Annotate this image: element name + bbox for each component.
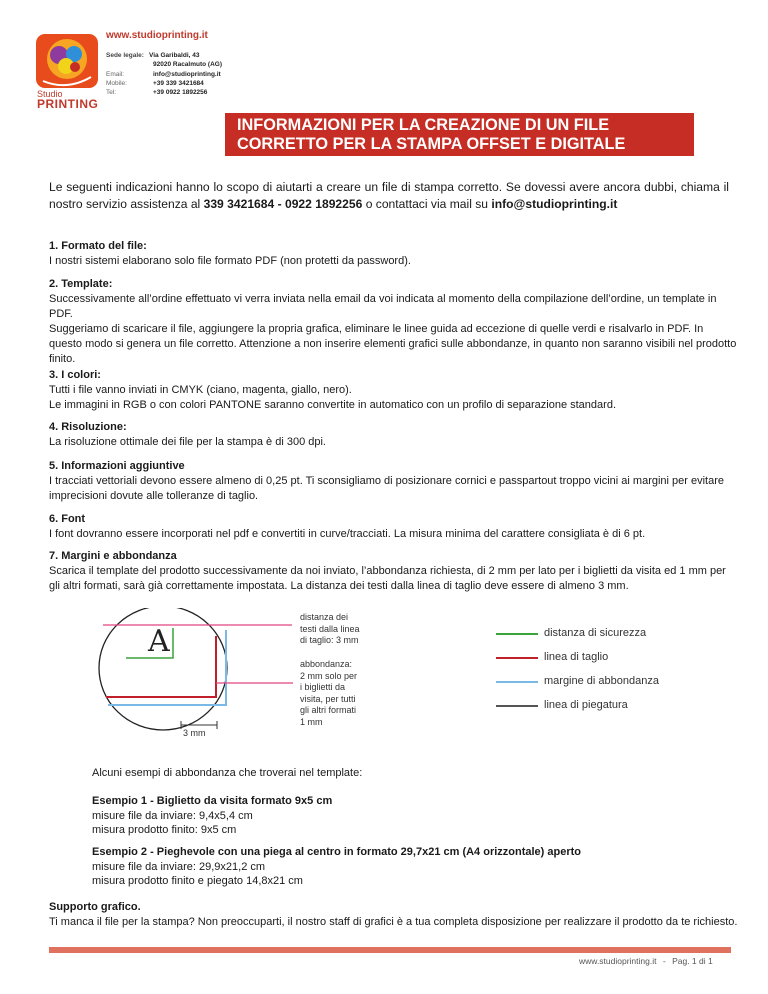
footer-site[interactable]: www.studioprinting.it: [579, 956, 657, 966]
example-item: [92, 845, 692, 889]
section-support: [49, 900, 739, 930]
intro-text: Le seguenti indicazioni hanno lo scopo di aiutarti a creare un file di stampa corretto. Se dovessi avere ancora dubbi, chiama il nostro servizio assistenza al: [49, 180, 729, 211]
section-text: I font dovranno essere incorporati nel pdf e convertiti in curve/tracciati. La misura minima del carattere consigliata è di 6 pt.: [49, 528, 646, 540]
intro-email[interactable]: info@studioprinting.it: [491, 197, 618, 211]
contact-value: Via Garibaldi, 43: [149, 52, 200, 59]
section-text: Ti manca il file per la stampa? Non preoccuparti, il nostro staff di grafici è a tua completa disposizione per realizzare il prodotto da te richiesto.: [49, 916, 738, 928]
footer-divider: [49, 947, 731, 953]
contact-info: [106, 51, 222, 97]
legend-swatch-safety: [496, 633, 538, 635]
note-line: testi dalla linea: [300, 623, 360, 634]
contact-label: Sede legale:: [106, 52, 144, 59]
site-url[interactable]: www.studioprinting.it: [106, 30, 208, 41]
contact-label: Email:: [106, 70, 125, 78]
sample-letter: A: [148, 624, 170, 659]
section-text: La risoluzione ottimale dei file per la stampa è di 300 dpi.: [49, 436, 326, 448]
section-title: Supporto grafico.: [49, 901, 141, 913]
example-line: misura prodotto finito e piegato 14,8x21 cm: [92, 875, 303, 887]
example-line: misura prodotto finito: 9x5 cm: [92, 824, 237, 836]
section-text: Le immagini in RGB o con colori PANTONE saranno convertite in automatico con un profilo di separazione standard.: [49, 399, 616, 411]
contact-row: [106, 60, 222, 69]
footer-separator: -: [662, 956, 666, 966]
contact-label: [106, 60, 153, 69]
note-line: visita, per tutti: [300, 693, 356, 704]
section-text: Suggeriamo di scaricare il file, aggiungere la propria grafica, eliminare le linee guida ad eccezione di quelle verdi e risalvarlo in PDF. In questo modo si genera un file corretto. Attenzione a non inserire elementi grafici sulle abbondanze, in quanto non saranno visibili nel prodotto finito.: [49, 323, 737, 365]
diagram-legend: [496, 625, 736, 725]
page-number: Pag. 1 di 1: [672, 956, 713, 966]
legend-label: distanza di sicurezza: [544, 627, 647, 639]
note-line: 1 mm: [300, 716, 323, 727]
section-margins: [49, 549, 739, 594]
contact-label: Mobile:: [106, 79, 127, 87]
note-line: abbondanza:: [300, 659, 353, 669]
section-additional-info: [49, 459, 739, 504]
section-title: 7. Margini e abbondanza: [49, 550, 177, 562]
note-line: 2 mm solo per: [300, 670, 358, 681]
contact-row: [106, 70, 222, 79]
examples-intro: Alcuni esempi di abbondanza che troverai nel template:: [92, 767, 363, 779]
section-title: 6. Font: [49, 513, 86, 525]
example-title: Esempio 2 - Pieghevole con una piega al centro in formato 29,7x21 cm (A4 orizzontale) aperto: [92, 846, 582, 858]
contact-row: [106, 51, 222, 60]
legend-label: linea di piegatura: [544, 699, 628, 711]
section-text: Tutti i file vanno inviati in CMYK (ciano, magenta, giallo, nero).: [49, 384, 352, 396]
contact-row: [106, 88, 222, 97]
legend-swatch-fold: [496, 705, 538, 707]
example-line: misure file da inviare: 29,9x21,2 cm: [92, 860, 266, 873]
section-template: [49, 277, 739, 367]
section-font: [49, 512, 739, 542]
legend-swatch-bleed: [496, 681, 538, 683]
note-line: distanza dei: [300, 612, 349, 622]
section-file-format: [49, 239, 739, 269]
note-line: di taglio: 3 mm: [300, 635, 359, 645]
note-line: i biglietti da: [300, 682, 346, 692]
intro-paragraph: [49, 179, 729, 213]
page-title-banner: [225, 113, 694, 156]
contact-value: +39 0922 1892256: [153, 89, 208, 97]
contact-value: +39 339 3421684: [153, 79, 204, 87]
section-text: Scarica il template del prodotto successivamente da noi inviato, l’abbondanza richiesta, di 2 mm per lato per i biglietti da visita ed 1 mm per gli altri formati, sarà già correttamente impostata. La distanza dei testi dalla linea di taglio deve essere di almeno 3 mm.: [49, 565, 726, 592]
note-bleed: [300, 659, 357, 728]
section-title: 3. I colori:: [49, 369, 101, 381]
intro-phones: 339 3421684 - 0922 1892256: [203, 197, 363, 211]
section-title: 5. Informazioni aggiuntive: [49, 460, 185, 472]
legend-swatch-trim: [496, 657, 538, 659]
note-line: gli altri formati: [300, 705, 357, 715]
section-title: 1. Formato del file:: [49, 240, 147, 252]
section-text: I nostri sistemi elaborano solo file formato PDF (non protetti da password).: [49, 255, 411, 267]
contact-value: 92020 Racalmuto (AG): [153, 61, 222, 69]
example-item: [92, 794, 692, 838]
section-resolution: [49, 420, 739, 450]
contact-row: [106, 79, 222, 88]
example-title: Esempio 1 - Biglietto da visita formato 9x5 cm: [92, 795, 333, 807]
scale-label: 3 mm: [183, 728, 206, 738]
intro-text: o contattaci via mail su: [362, 197, 492, 211]
logo-text-small: Studio: [37, 89, 63, 99]
logo-text-big: PRINTING: [37, 97, 99, 111]
section-text: Successivamente all’ordine effettuato vi verra inviata nella email da voi indicata al momento della compilazione dell’ordine, un template in PDF.: [49, 293, 717, 320]
section-colors: [49, 368, 739, 413]
example-line: misure file da inviare: 9,4x5,4 cm: [92, 809, 253, 822]
contact-value[interactable]: info@studioprinting.it: [153, 70, 221, 78]
legend-label: linea di taglio: [544, 651, 609, 663]
studio-printing-logo: [35, 33, 99, 109]
page-title-line: INFORMAZIONI PER LA CREAZIONE DI UN FILE: [237, 116, 610, 134]
note-text-distance: [300, 612, 360, 647]
page-title-line: CORRETTO PER LA STAMPA OFFSET E DIGITALE: [237, 135, 626, 153]
section-title: 4. Risoluzione:: [49, 421, 127, 433]
section-title: 2. Template:: [49, 278, 113, 290]
contact-label: Tel:: [106, 89, 117, 97]
footer: [579, 956, 713, 966]
legend-label: margine di abbondanza: [544, 675, 659, 687]
section-text: I tracciati vettoriali devono essere almeno di 0,25 pt. Ti sconsigliamo di posizionare cornici e passpartout troppo vicini ai margini per evitare imprecisioni dovute alle tolleranze di taglio.: [49, 475, 725, 502]
